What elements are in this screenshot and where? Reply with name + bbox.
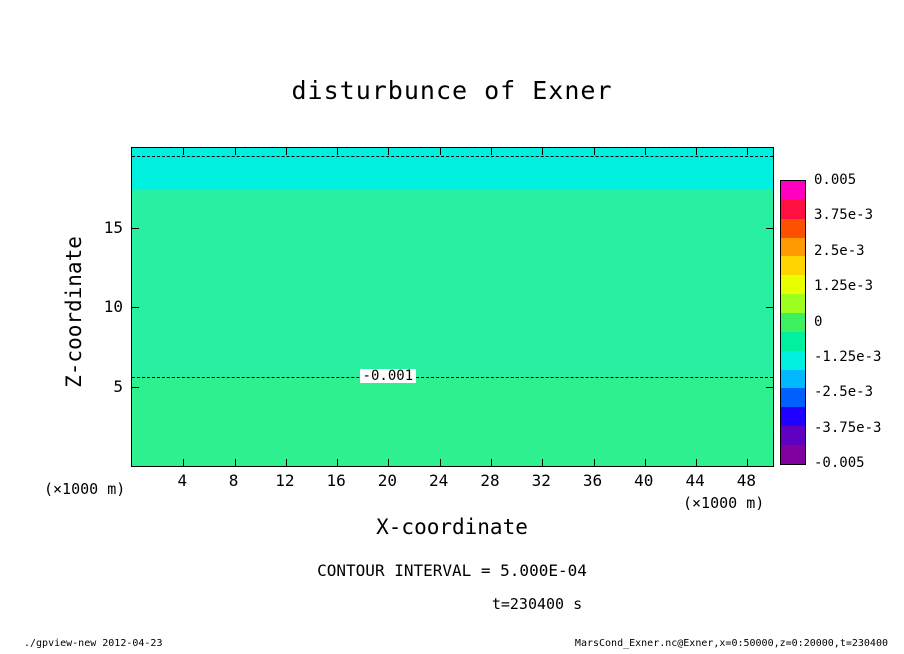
y-axis-tick-label: 5 (113, 376, 123, 396)
x-axis-tick (491, 459, 492, 466)
contour-label: -0.001 (360, 369, 417, 383)
x-axis-tick (337, 459, 338, 466)
x-axis-tick (235, 148, 236, 155)
x-axis-tick (594, 459, 595, 466)
x-axis-tick (645, 148, 646, 155)
x-axis-tick (337, 148, 338, 155)
x-axis-tick (440, 459, 441, 466)
y-axis-title: Z-coordinate (62, 236, 86, 388)
footer-right-text: MarsCond_Exner.nc@Exner,x=0:50000,z=0:20000,t=230400 (574, 638, 888, 649)
contour-line (132, 377, 773, 378)
y-axis-tick (766, 307, 773, 308)
colorbar-segment (781, 388, 805, 407)
x-axis-tick-label: 20 (377, 471, 398, 490)
x-axis-tick-label: 8 (228, 471, 239, 490)
x-axis-tick (696, 459, 697, 466)
x-axis-tick (747, 148, 748, 155)
y-axis-tick (132, 387, 139, 388)
x-axis-tick (388, 459, 389, 466)
x-axis-tick (645, 459, 646, 466)
plot-area (131, 147, 774, 467)
colorbar-segment (781, 426, 805, 445)
colorbar-tick-label: -2.5e-3 (814, 384, 874, 401)
x-axis-tick (388, 148, 389, 155)
colorbar-segment (781, 238, 805, 257)
colorbar-tick-label: 0 (814, 313, 823, 330)
colorbar-segment (781, 445, 805, 464)
x-axis-tick (491, 148, 492, 155)
colorbar-segment (781, 256, 805, 275)
x-axis-tick (542, 459, 543, 466)
colorbar-tick-label: 1.25e-3 (814, 278, 874, 295)
colorbar-segment (781, 407, 805, 426)
x-axis-tick (696, 148, 697, 155)
x-axis-tick-label: 12 (275, 471, 295, 490)
colorbar-segment (781, 370, 805, 389)
x-axis-tick (542, 148, 543, 155)
x-axis-tick-label: 32 (531, 471, 551, 490)
colorbar-tick-label: 2.5e-3 (814, 242, 865, 259)
y-axis-tick-label: 15 (103, 217, 123, 237)
x-axis-title: X-coordinate (376, 515, 528, 539)
x-axis-tick-label: 24 (429, 471, 449, 490)
field-band (132, 189, 773, 377)
y-axis-tick (766, 387, 773, 388)
x-units-left-label: (×1000 m) (44, 480, 126, 498)
contour-line (132, 156, 773, 157)
x-axis-tick (747, 459, 748, 466)
x-axis-tick (183, 459, 184, 466)
colorbar-segment (781, 200, 805, 219)
colorbar-tick-label: 3.75e-3 (814, 207, 874, 224)
y-axis-tick (132, 307, 139, 308)
colorbar-segment (781, 313, 805, 332)
colorbar-tick-label: -3.75e-3 (814, 419, 882, 436)
page-title: disturbunce of Exner (291, 76, 613, 105)
footer-left-text: ./gpview-new 2012-04-23 (24, 638, 163, 649)
x-axis-tick (183, 148, 184, 155)
x-axis-tick-label: 36 (582, 471, 603, 490)
x-axis-tick (594, 148, 595, 155)
x-axis-tick (440, 148, 441, 155)
colorbar (780, 180, 806, 465)
x-axis-tick-label: 28 (480, 471, 500, 490)
x-axis-tick-label: 44 (685, 471, 705, 490)
y-axis-tick (766, 228, 773, 229)
contour-interval-label: CONTOUR INTERVAL = 5.000E-04 (317, 561, 587, 580)
x-axis-tick-label: 4 (177, 471, 188, 490)
y-axis-tick-label: 10 (103, 297, 123, 316)
colorbar-tick-label: -1.25e-3 (814, 348, 882, 365)
colorbar-segment (781, 219, 805, 238)
field-band (132, 148, 773, 189)
x-axis-tick (286, 459, 287, 466)
x-axis-tick-label: 16 (326, 471, 346, 490)
x-axis-tick (235, 459, 236, 466)
colorbar-segment (781, 332, 805, 351)
colorbar-segment (781, 351, 805, 370)
y-axis-tick (132, 228, 139, 229)
colorbar-segment (781, 181, 805, 200)
time-label: t=230400 s (491, 595, 583, 613)
x-units-right-label: (×1000 m) (683, 494, 765, 512)
colorbar-segment (781, 294, 805, 313)
x-axis-tick (286, 148, 287, 155)
x-axis-tick-label: 40 (634, 471, 654, 490)
field-band (132, 377, 773, 466)
colorbar-tick-label: -0.005 (814, 455, 865, 471)
colorbar-segment (781, 275, 805, 294)
x-axis-tick-label: 48 (736, 471, 756, 490)
colorbar-tick-label: 0.005 (814, 172, 857, 188)
